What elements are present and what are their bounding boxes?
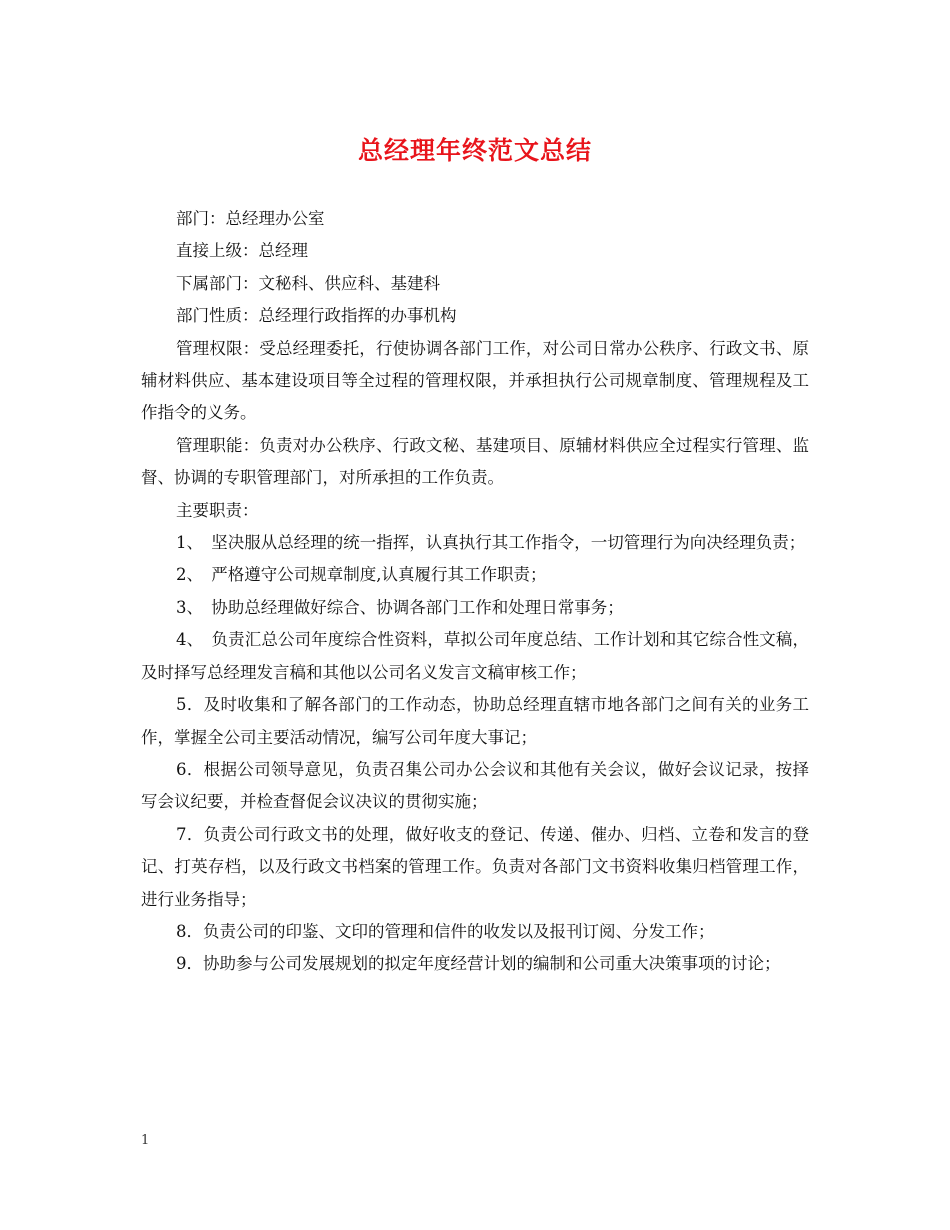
paragraph-superior: 直接上级：总经理: [176, 241, 308, 261]
duty-item-1: 1、 坚决服从总经理的统一指挥，认真执行其工作指令，一切管理行为向决经理负责；: [176, 533, 806, 553]
paragraph-nature: 部门性质：总经理行政指挥的办事机构: [176, 306, 457, 326]
duty-item-7: 7．负责公司行政文书的处理，做好收支的登记、传递、催办、归档、立卷和发言的登记、打英存档，以及行政文书档案的管理工作。负责对各部门文书资料收集归档管理工作，进行业务指导；: [141, 824, 809, 909]
document-body: [141, 203, 809, 981]
paragraph-authority: 管理权限：受总经理委托，行使协调各部门工作，对公司日常办公秩序、行政文书、原辅材料供应、基本建设项目等全过程的管理权限，并承担执行公司规章制度、管理规程及工作指令的义务。: [141, 338, 809, 423]
paragraph-department: 部门：总经理办公室: [176, 209, 325, 228]
paragraph-duties-heading: 主要职责：: [176, 500, 259, 520]
duty-item-9: 9．协助参与公司发展规划的拟定年度经营计划的编制和公司重大决策事项的讨论；: [176, 954, 781, 974]
duty-item-8: 8．负责公司的印鉴、文印的管理和信件的收发以及报刊订阅、分发工作；: [176, 921, 715, 941]
duty-item-3: 3、 协助总经理做好综合、协调各部门工作和处理日常事务；: [176, 597, 624, 617]
page-number: 1: [141, 1133, 150, 1148]
duty-item-4: 4、 负责汇总公司年度综合性资料，草拟公司年度总结、工作计划和其它综合性文稿，及时择写总经理发言稿和其他以公司名义发言文稿审核工作；: [141, 630, 809, 682]
duty-item-5: 5．及时收集和了解各部门的工作动态，协助总经理直辖市地各部门之间有关的业务工作，掌握全公司主要活动情况，编写公司年度大事记；: [141, 695, 809, 747]
duty-item-6: 6．根据公司领导意见，负责召集公司办公会议和其他有关会议，做好会议记录，按择写会议纪要，并检查督促会议决议的贯彻实施；: [141, 759, 809, 812]
paragraph-function: 管理职能：负责对办公秩序、行政文秘、基建项目、原辅材料供应全过程实行管理、监督、协调的专职管理部门，对所承担的工作负责。: [141, 435, 809, 488]
document-title: 总经理年终范文总结: [357, 136, 592, 165]
duty-item-2: 2、 严格遵守公司规章制度,认真履行其工作职责；: [176, 565, 547, 585]
paragraph-subordinates: 下属部门：文秘科、供应科、基建科: [176, 273, 440, 293]
